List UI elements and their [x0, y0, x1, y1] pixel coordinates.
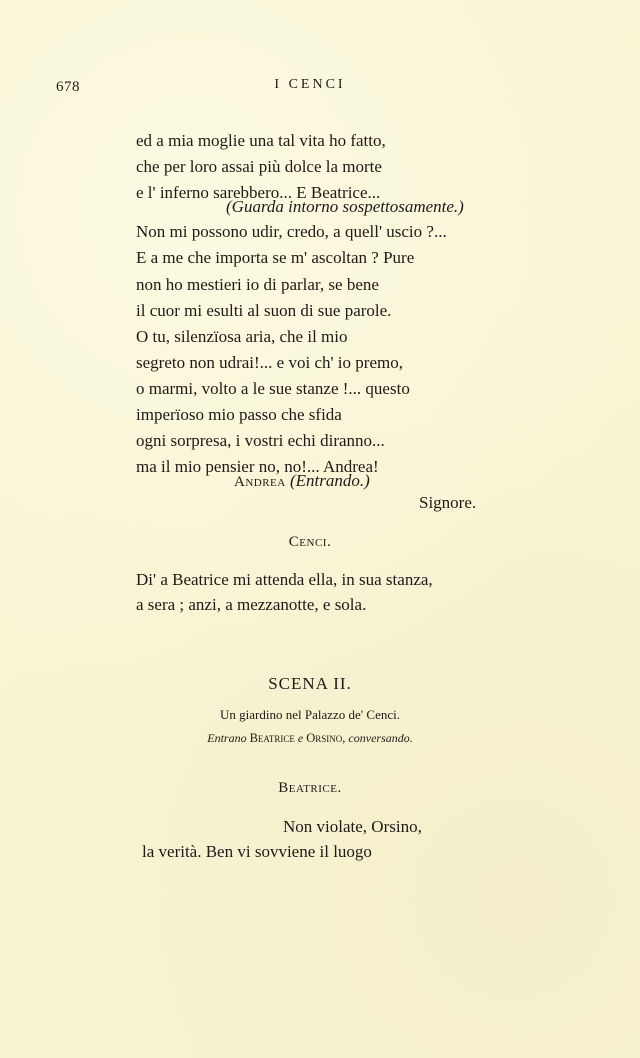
entrance-manner: conversando. — [348, 731, 413, 745]
verse-line: imperïoso mio passo che sfida — [136, 405, 342, 424]
verse-line: Non violate, Orsino, — [283, 817, 422, 836]
verse-line: Non mi possono udir, credo, a quell' uscio ?... — [136, 222, 447, 241]
verse-line: ed a mia moglie una tal vita ho fatto, — [136, 131, 386, 150]
character-name: Orsino, — [306, 731, 346, 745]
running-title: I CENCI — [274, 77, 346, 92]
verse-line: non ho mestieri io di parlar, se bene — [136, 275, 379, 294]
andrea-line: Signore. — [419, 493, 477, 512]
scene-entrance — [0, 731, 620, 746]
stage-direction: (Guarda intorno sospettosamente.) — [226, 197, 464, 216]
character-name: Cenci. — [288, 534, 332, 550]
verse-line: che per loro assai più dolce la morte — [136, 157, 382, 176]
scene-title: SCENA II. — [268, 674, 352, 693]
stage-direction: (Entrando.) — [289, 471, 370, 490]
entrance-conjunction: e — [297, 731, 304, 745]
page-number: 678 — [56, 79, 80, 95]
character-name: Beatrice. — [278, 780, 342, 796]
andrea-heading — [234, 468, 370, 496]
verse-line: e l' inferno sarebbero... E Beatrice... — [136, 183, 381, 202]
verse-line: segreto non udrai!... e voi ch' io premo, — [136, 353, 403, 372]
verse-line: la verità. Ben vi sovviene il luogo — [142, 842, 372, 861]
character-name: Andrea — [234, 474, 286, 490]
verse-line: E a me che importa se m' ascoltan ? Pure — [136, 248, 415, 267]
verse-line: ma il mio pensier no, no!... Andrea! — [136, 457, 379, 476]
verse-line: il cuor mi esulti al suon di sue parole. — [136, 301, 392, 320]
verse-line: Di' a Beatrice mi attenda ella, in sua stanza, — [136, 570, 433, 589]
verse-line: ogni sorpresa, i vostri echi diranno... — [136, 431, 385, 450]
verse-line: o marmi, volto a le sue stanze !... questo — [136, 379, 410, 398]
verse-line: O tu, silenzïosa aria, che il mio — [136, 327, 348, 346]
verse-line: a sera ; anzi, a mezzanotte, e sola. — [136, 595, 367, 614]
scene-setting: Un giardino nel Palazzo de' Cenci. — [220, 707, 400, 722]
character-name: Beatrice — [249, 731, 295, 745]
entrance-verb: Entrano — [207, 731, 247, 745]
